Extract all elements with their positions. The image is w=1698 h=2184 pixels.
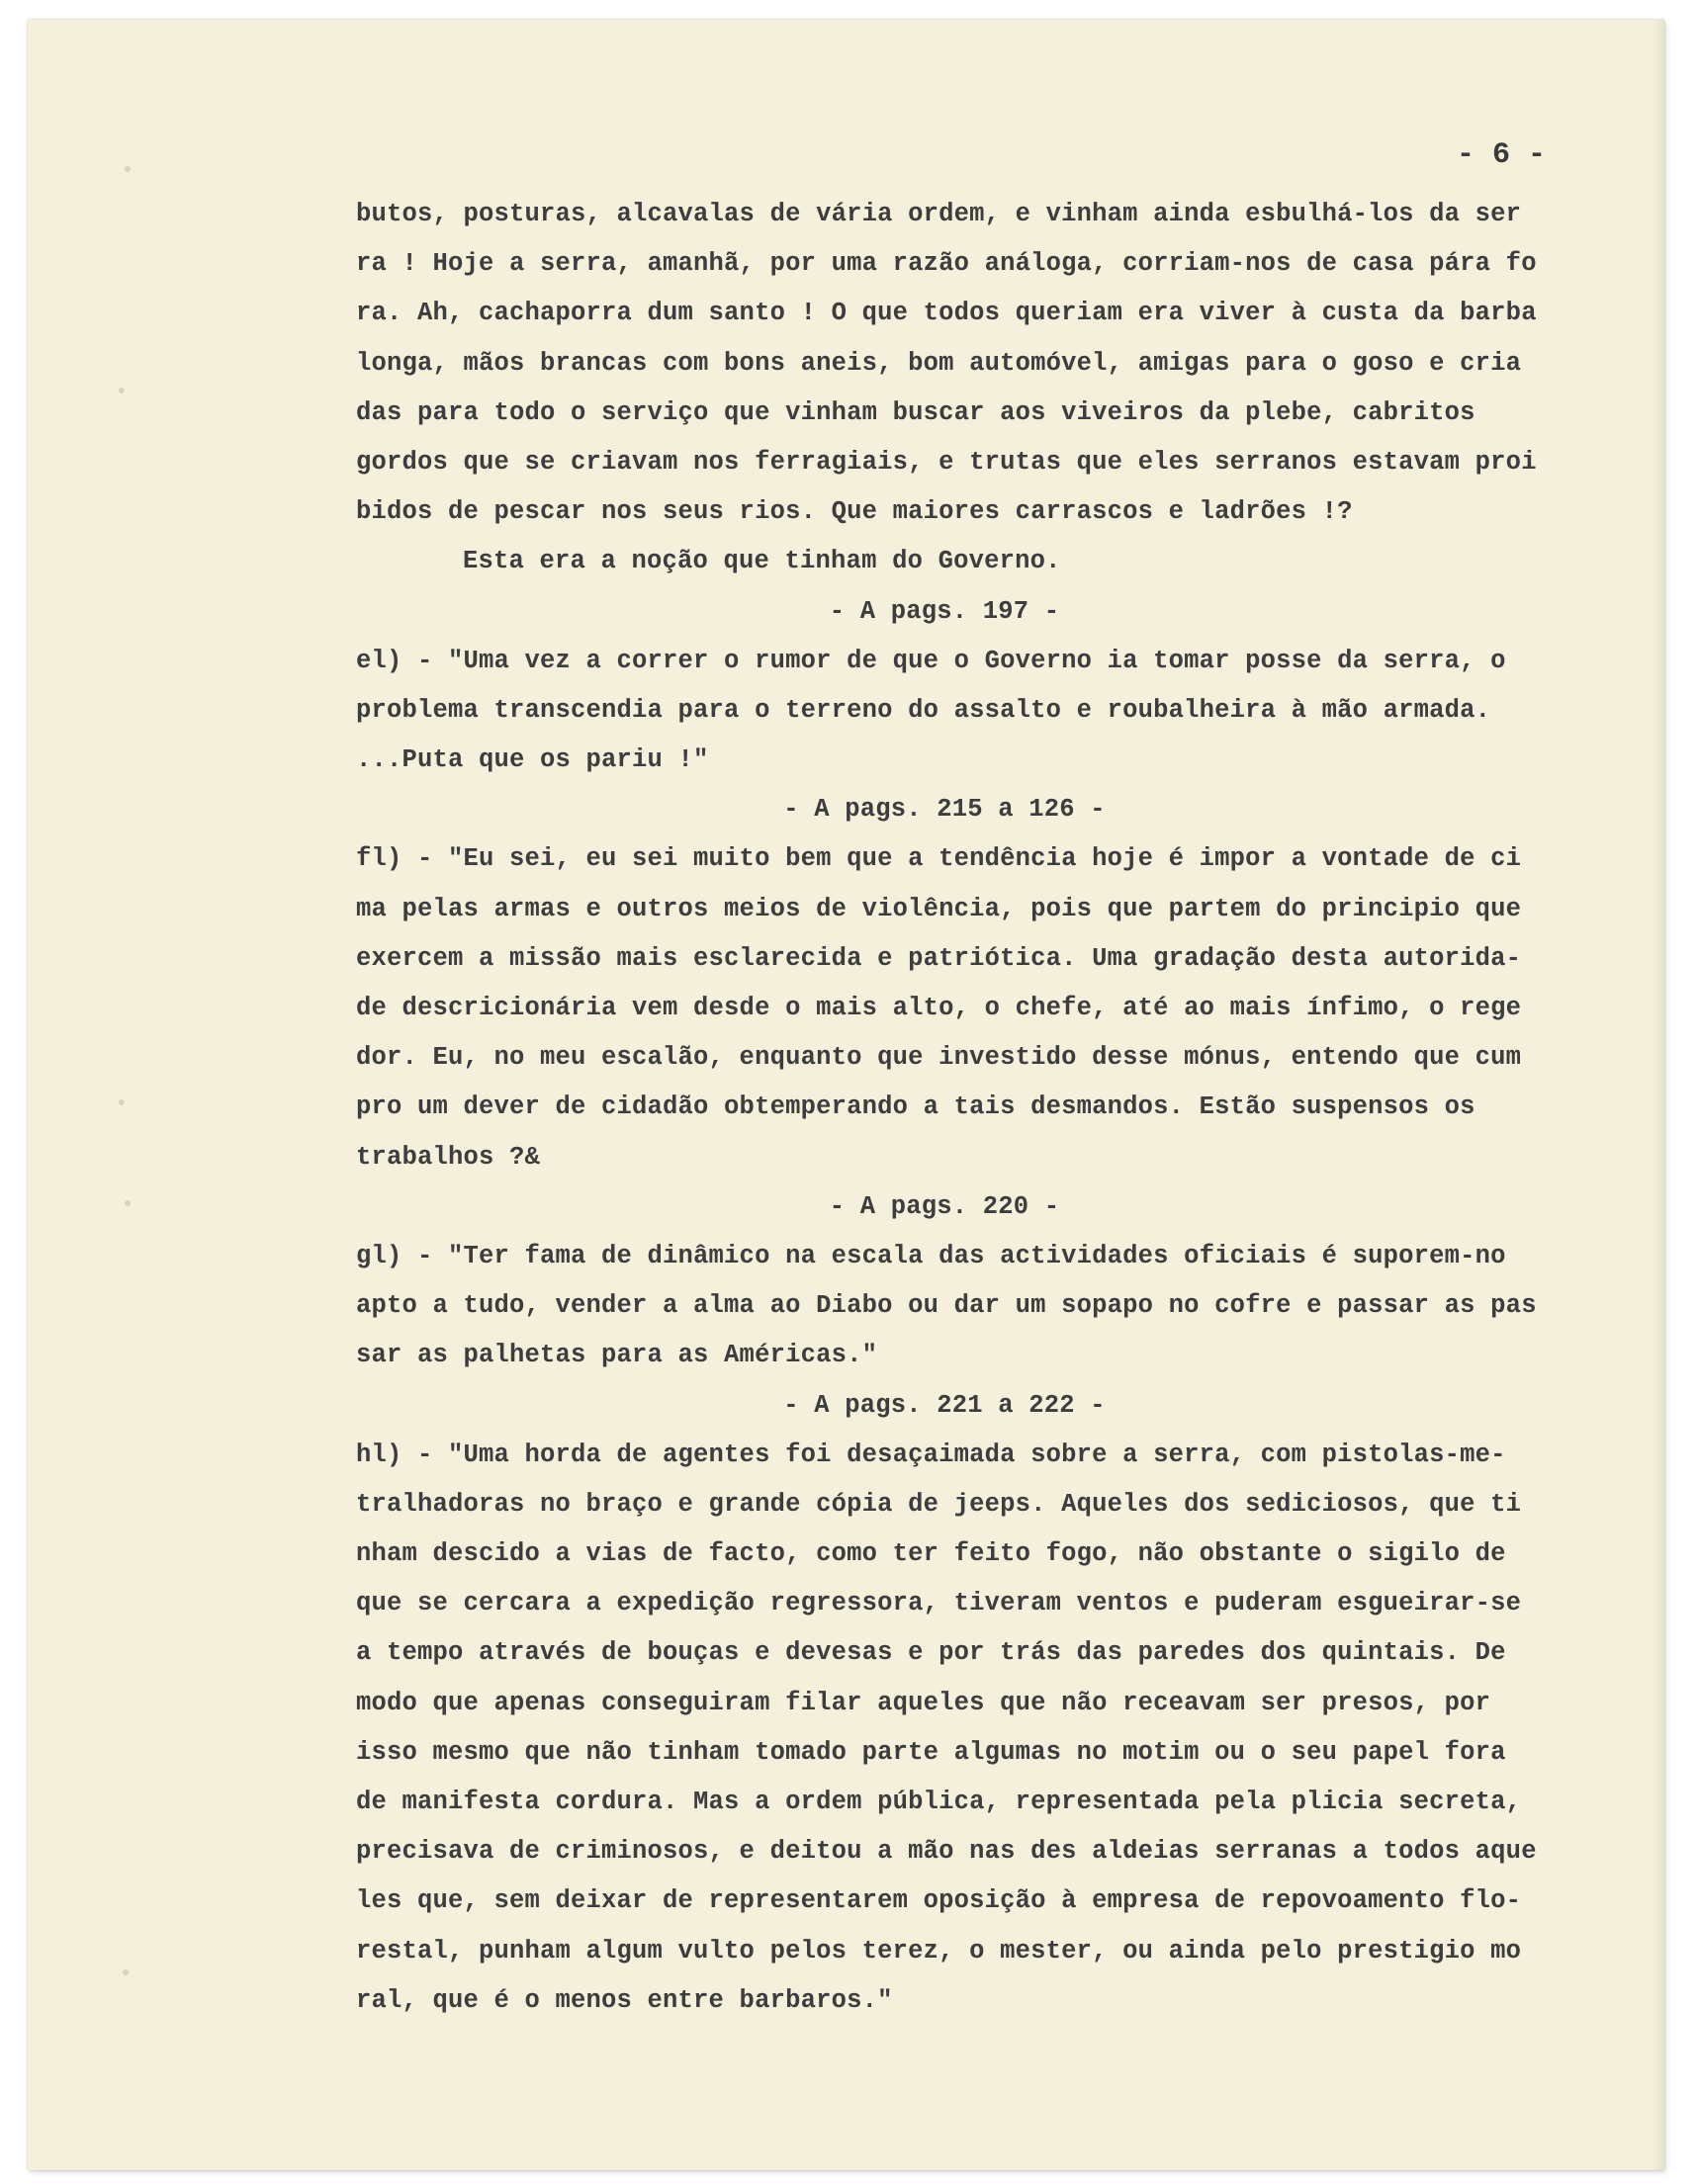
punch-hole-mark	[119, 388, 125, 393]
text-line: sar as palhetas para as Américas."	[356, 1341, 878, 1370]
text-line: exercem a missão mais esclarecida e patriótica. Uma gradação desta autorida-	[356, 943, 1522, 973]
typewritten-text	[356, 190, 1622, 2026]
text-line: butos, posturas, alcavalas de vária ordem, e vinham ainda esbulhá-los da ser	[356, 200, 1522, 228]
punch-hole-mark	[125, 166, 131, 172]
text-line: longa, mãos brancas com bons aneis, bom automóvel, amigas para o goso e cria	[356, 348, 1522, 378]
text-line: ral, que é o menos entre barbaros."	[356, 1985, 893, 2015]
page-reference-heading: - A pags. 221 a 222 -	[783, 1390, 1106, 1420]
text-line: ma pelas armas e outros meios de violência, pois que partem do principio que	[356, 894, 1522, 923]
text-line: nham descido a vias de facto, como ter feito fogo, não obstante o sigilo de	[356, 1539, 1506, 1569]
text-line: de manifesta cordura. Mas a ordem pública, representada pela plicia secreta,	[356, 1788, 1522, 1816]
punch-hole-mark	[119, 1099, 125, 1105]
text-line: das para todo o serviço que vinham buscar aos viveiros da plebe, cabritos	[356, 397, 1475, 427]
text-line: ra ! Hoje a serra, amanhã, por uma razão análoga, corriam-nos de casa pára fo	[356, 249, 1537, 279]
text-line: de descricionária vem desde o mais alto, o chefe, até ao mais ínfimo, o rege	[356, 994, 1522, 1022]
text-line: el) - "Uma vez a correr o rumor de que o Governo ia tomar posse da serra, o	[356, 646, 1506, 675]
text-line: trabalhos ?&	[356, 1142, 541, 1172]
text-line: que se cercara a expedição regressora, tiveram ventos e puderam esgueirar-se	[356, 1589, 1522, 1618]
text-line: hl) - "Uma horda de agentes foi desaçaimada sobre a serra, com pistolas-me-	[356, 1440, 1506, 1469]
text-line: dor. Eu, no meu escalão, enquanto que investido desse mónus, entendo que cum	[356, 1043, 1522, 1073]
text-line: tralhadoras no braço e grande cópia de jeeps. Aqueles dos sediciosos, que ti	[356, 1489, 1522, 1519]
text-line: problema transcendia para o terreno do assalto e roubalheira à mão armada.	[356, 695, 1491, 725]
text-line: isso mesmo que não tinham tomado parte algumas no motim ou o seu papel fora	[356, 1737, 1506, 1767]
text-line: ra. Ah, cachaporra dum santo ! O que todos queriam era viver à custa da barba	[356, 299, 1537, 328]
text-line: gl) - "Ter fama de dinâmico na escala das actividades oficiais é suporem-no	[356, 1241, 1506, 1270]
text-line: restal, punham algum vulto pelos terez, o mester, ou ainda pelo prestigio mo	[356, 1936, 1522, 1966]
text-line: bidos de pescar nos seus rios. Que maiores carrascos e ladrões !?	[356, 497, 1353, 527]
text-line: ...Puta que os pariu !"	[356, 745, 709, 775]
text-line: a tempo através de bouças e devesas e por trás das paredes dos quintais. De	[356, 1638, 1506, 1668]
page-reference-heading: - A pags. 215 a 126 -	[783, 795, 1106, 825]
punch-hole-mark	[123, 1969, 129, 1975]
page-reference-heading: - A pags. 220 -	[829, 1191, 1060, 1221]
text-line: Esta era a noção que tinham do Governo.	[463, 547, 1061, 576]
text-line: les que, sem deixar de representarem oposição à empresa de repovoamento flo-	[356, 1886, 1522, 1916]
text-line: fl) - "Eu sei, eu sei muito bem que a tendência hoje é impor a vontade de ci	[356, 844, 1522, 874]
text-line: precisava de criminosos, e deitou a mão nas des aldeias serranas a todos aque	[356, 1837, 1537, 1867]
page-number: - 6 -	[1456, 138, 1546, 172]
text-line: pro um dever de cidadão obtemperando a tais desmandos. Estão suspensos os	[356, 1092, 1475, 1122]
text-line: apto a tudo, vender a alma ao Diabo ou dar um sopapo no cofre e passar as pas	[356, 1291, 1537, 1321]
text-line: modo que apenas conseguiram filar aqueles que não receavam ser presos, por	[356, 1688, 1491, 1717]
page-reference-heading: - A pags. 197 -	[829, 596, 1060, 626]
punch-hole-mark	[125, 1200, 131, 1206]
text-line: gordos que se criavam nos ferragiais, e trutas que eles serranos estavam proi	[356, 447, 1537, 477]
